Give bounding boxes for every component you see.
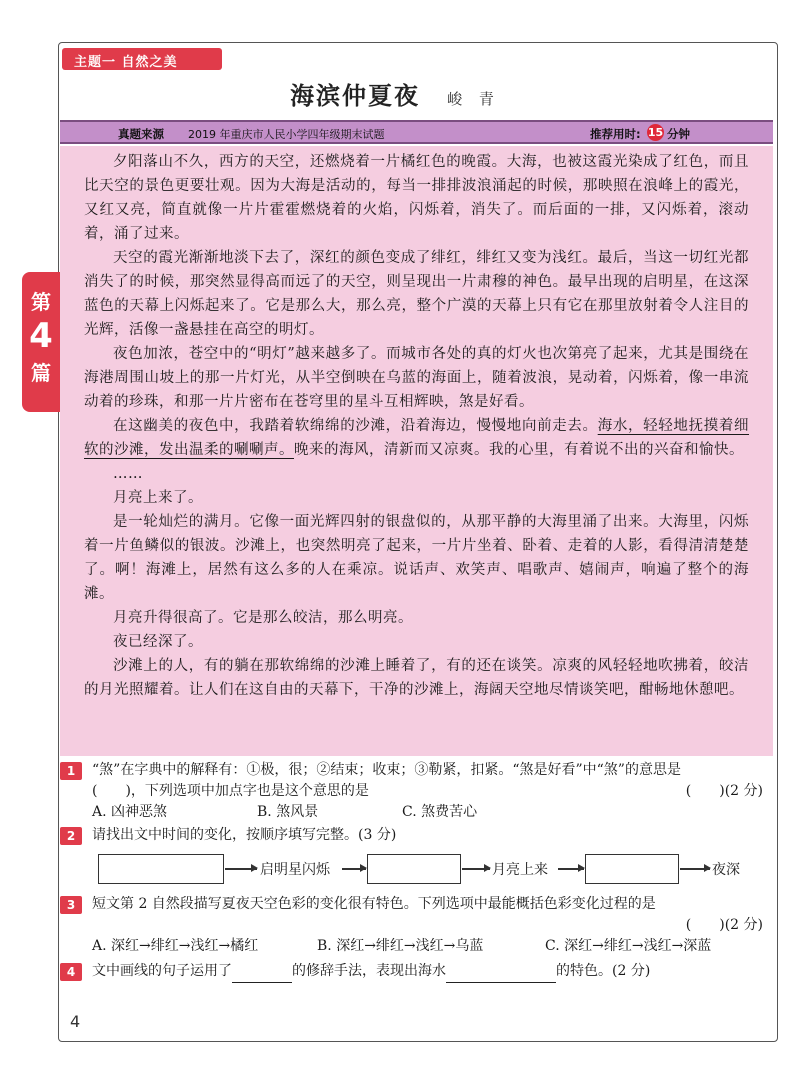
time-value-badge: 15 — [647, 126, 664, 139]
title-row — [0, 76, 790, 111]
paragraph-4-end: 晚来的海风，清新而又凉爽。我的心里，有着说不出的兴奋和愉快。 — [294, 442, 744, 458]
option-a[interactable]: A. 凶神恶煞 — [92, 804, 168, 820]
flow-label-1: 启明星闪烁 — [260, 862, 330, 878]
flow-label-2: 月亮上来 — [492, 862, 548, 878]
theme-tag: 主题一 自然之美 — [62, 48, 222, 70]
paragraph-3: 夜色加浓，苍空中的“明灯”越来越多了。而城市各处的真的灯火也次第亮了起来，尤其是围绕在海港周围山坡上的那一片灯光，从半空倒映在乌蓝的海面上，随着波浪，晃动着，闪烁着，像一串流动着的珍珠，和那一片片密布在苍穹里的星斗互相辉映，煞是好看。 — [84, 346, 749, 410]
arrow — [558, 868, 584, 870]
answer-blank-1[interactable] — [232, 961, 292, 983]
answer-box-3[interactable] — [585, 854, 679, 884]
time-unit: 分钟 — [667, 127, 690, 141]
question-4-part2: 的修辞手法，表现出海水 — [292, 963, 446, 979]
flow-label-3: 夜深 — [712, 862, 740, 878]
paragraph-9: 沙滩上的人，有的躺在那软绵绵的沙滩上睡着了，有的还在谈笑。凉爽的风轻轻地吹拂着，皎洁的月光照耀着。让人们在这自由的天幕下，干净的沙滩上，海阔天空地尽情谈笑吧，酣畅地休憩吧。 — [84, 658, 749, 698]
underlined-sentence: 海水，轻轻地抚摸着细软的沙滩，发出温柔的唰唰声。 — [84, 418, 750, 458]
question-3-text: 短文第 2 自然段描写夏夜天空色彩的变化很有特色。下列选项中最能概括色彩变化过程的是 — [92, 896, 656, 912]
source-label: 真题来源 — [118, 127, 164, 141]
paragraph-6: 是一轮灿烂的满月。它像一面光辉四射的银盘似的，从那平静的大海里涌了出来。大海里，闪烁着一片鱼鳞似的银波。沙滩上，也突然明亮了起来，一片片坐着、卧着、走着的人影，看得清清楚楚了。啊！海滩上，居然有这么多的人在乘凉。说话声、欢笑声、唱歌声、嬉闹声，响遍了整个的海滩。 — [84, 514, 749, 602]
question-3-score[interactable]: ( )(2 分) — [685, 917, 763, 933]
page-number: 4 — [70, 1012, 81, 1031]
question-number: 1 — [60, 762, 82, 780]
question-1 — [60, 760, 773, 823]
question-3-options — [92, 936, 773, 957]
arrow — [342, 868, 366, 870]
answer-box-2[interactable] — [367, 854, 461, 884]
chapter-side-tab — [22, 272, 60, 412]
side-tab-post: 篇 — [31, 361, 51, 385]
question-2 — [60, 825, 773, 888]
article-body — [60, 146, 773, 756]
question-number: 2 — [60, 827, 82, 845]
paragraph-5: 月亮上来了。 — [113, 490, 203, 506]
side-tab-pre: 第 — [31, 290, 51, 314]
arrow — [462, 868, 490, 870]
question-number: 3 — [60, 896, 82, 914]
question-number: 4 — [60, 963, 82, 981]
paragraph-4-start: 在这幽美的夜色中，我踏着软绵绵的沙滩，沿着海边，慢慢地向前走去。 — [113, 418, 598, 434]
arrow — [680, 868, 710, 870]
question-4-part3: 的特色。(2 分) — [556, 963, 651, 979]
option-b[interactable]: B. 煞风景 — [257, 804, 319, 820]
paragraph-8: 夜已经深了。 — [113, 634, 203, 650]
arrow — [225, 868, 257, 870]
answer-box-1[interactable] — [98, 854, 224, 884]
option-b[interactable]: B. 深红→绯红→浅红→乌蓝 — [317, 938, 484, 954]
question-4-part1: 文中画线的句子运用了 — [92, 963, 232, 979]
article-author: 峻 青 — [447, 90, 500, 108]
side-tab-number: 4 — [29, 316, 53, 356]
question-1-line1: “煞”在字典中的解释有：①极，很；②结束；收束；③勒紧，扣紧。“煞是好看”中“煞”的意思是 — [92, 762, 681, 778]
question-2-text: 请找出文中时间的变化，按顺序填写完整。(3 分) — [92, 827, 397, 843]
paragraph-2: 天空的霞光渐渐地淡下去了，深红的颜色变成了绯红，绯红又变为浅红。最后，当这一切红光都消失了的时候，那突然显得高而远了的天空，则呈现出一片肃穆的神色。最早出现的启明星，在这深蓝色的天幕上闪烁起来了。它是那么大，那么亮，整个广漠的天幕上只有它在那里放射着令人注目的光辉，活像一盏悬挂在高空的明灯。 — [84, 250, 749, 338]
option-a[interactable]: A. 深红→绯红→浅红→橘红 — [92, 938, 259, 954]
answer-blank-2[interactable] — [446, 961, 556, 983]
source-text: 2019 年重庆市人民小学四年级期末试题 — [188, 128, 385, 141]
option-c[interactable]: C. 煞费苦心 — [402, 804, 478, 820]
question-3 — [60, 894, 773, 957]
question-1-options — [92, 802, 773, 823]
time-label: 推荐用时: — [590, 127, 641, 141]
time-flow-chart — [92, 850, 773, 888]
article-title: 海滨仲夏夜 — [290, 82, 421, 110]
paragraph-4 — [84, 414, 749, 462]
question-4 — [60, 961, 773, 983]
questions-section — [60, 760, 773, 985]
ellipsis: …… — [113, 466, 143, 482]
question-1-score[interactable]: ( )(2 分) — [685, 783, 763, 799]
paragraph-7: 月亮升得很高了。它是那么皎洁，那么明亮。 — [113, 610, 413, 626]
source-bar — [60, 120, 773, 144]
paragraph-1: 夕阳落山不久，西方的天空，还燃烧着一片橘红色的晚霞。大海，也被这霞光染成了红色，而且比天空的景色更要壮观。因为大海是活动的，每当一排排波浪涌起的时候，那映照在浪峰上的霞光，又红又亮，简直就像一片片霍霍燃烧着的火焰，闪烁着，消失了。而后面的一排，又闪烁着，滚动着，涌了过来。 — [84, 154, 749, 242]
question-1-line2[interactable]: ( )，下列选项中加点字也是这个意思的是 — [92, 783, 369, 799]
option-c[interactable]: C. 深红→绯红→浅红→深蓝 — [545, 938, 712, 954]
